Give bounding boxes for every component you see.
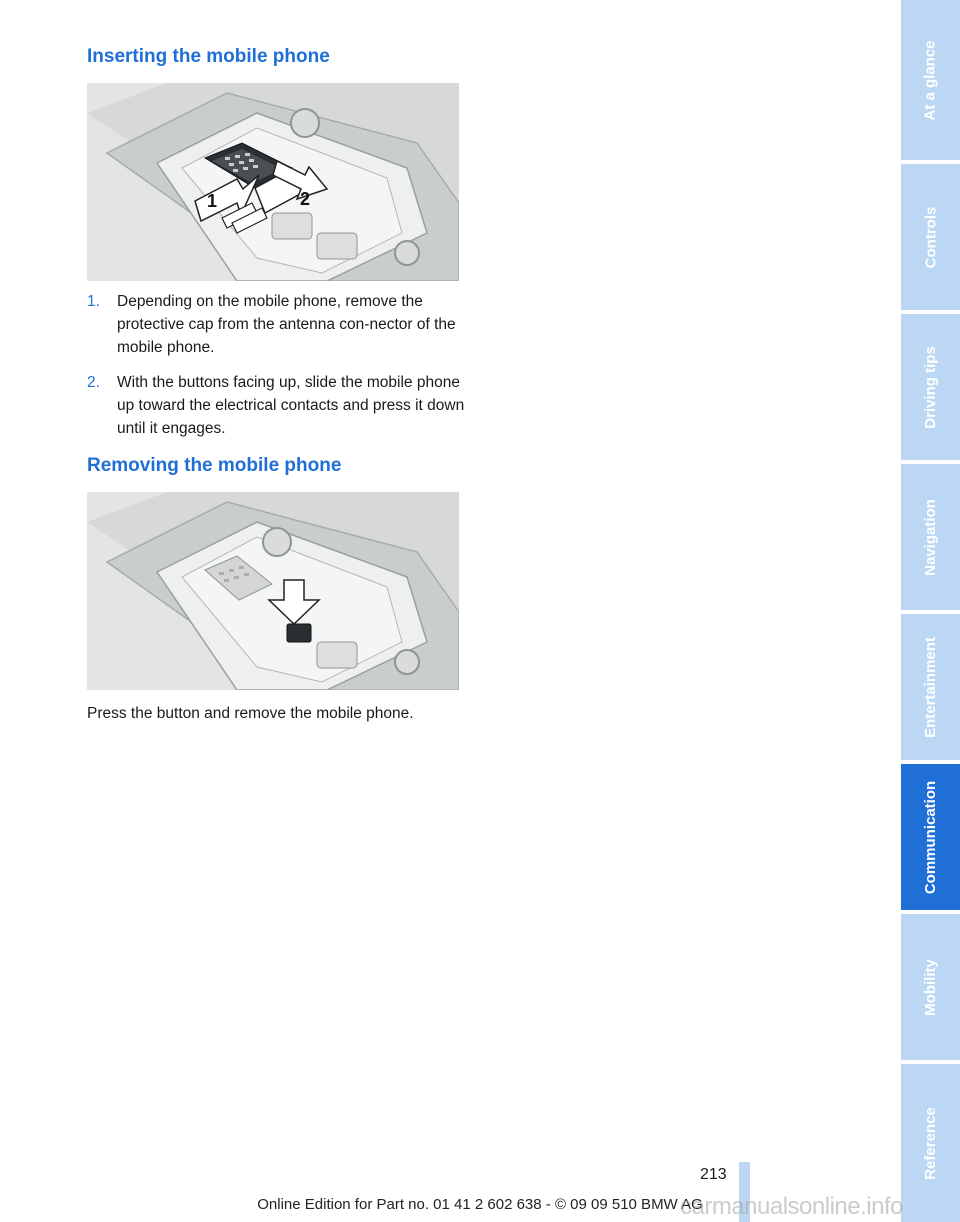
step-number: 2. (87, 374, 100, 391)
tab-label: Navigation (922, 498, 939, 576)
chapter-tabs (901, 0, 960, 1222)
figure-label-1: 1 (207, 191, 218, 211)
footer-edition: Online Edition for Part no. 01 41 2 602 638 - © 09 09 510 BMW AG (257, 1196, 703, 1213)
figure-inserting-phone (87, 83, 459, 281)
tab-label: Reference (922, 1106, 940, 1180)
step-item (87, 371, 465, 440)
steps-list (87, 290, 465, 452)
section-heading-removing: Removing the mobile phone (87, 455, 342, 476)
tab-driving-tips[interactable] (901, 314, 960, 460)
tab-communication[interactable] (901, 764, 960, 910)
step-text: With the buttons facing up, slide the mobile phone up toward the electrical contacts and press it down until it engages. (117, 374, 465, 437)
removing-instruction: Press the button and remove the mobile phone. (87, 705, 414, 722)
step-text: Depending on the mobile phone, remove the protective cap from the antenna con-nector of the mobile phone. (117, 293, 456, 356)
step-number: 1. (87, 293, 100, 310)
tab-controls[interactable] (901, 164, 960, 310)
tab-label: Entertainment (922, 636, 940, 738)
tab-at-a-glance[interactable] (901, 0, 960, 160)
tab-label: Driving tips (922, 345, 940, 429)
tab-mobility[interactable] (901, 914, 960, 1060)
page-number: 213 (700, 1166, 727, 1183)
step-item (87, 290, 465, 359)
tab-label: Communication (922, 780, 939, 894)
section-heading-inserting: Inserting the mobile phone (87, 46, 330, 67)
tab-label: At a glance (922, 39, 939, 121)
tab-label: Mobility (921, 958, 939, 1016)
tab-entertainment[interactable] (901, 614, 960, 760)
figure-label-2: 2 (300, 189, 311, 209)
tab-navigation[interactable] (901, 464, 960, 610)
figure-removing-phone (87, 492, 459, 690)
watermark: carmanualsonline.info (680, 1193, 903, 1220)
tab-label: Controls (922, 206, 940, 268)
